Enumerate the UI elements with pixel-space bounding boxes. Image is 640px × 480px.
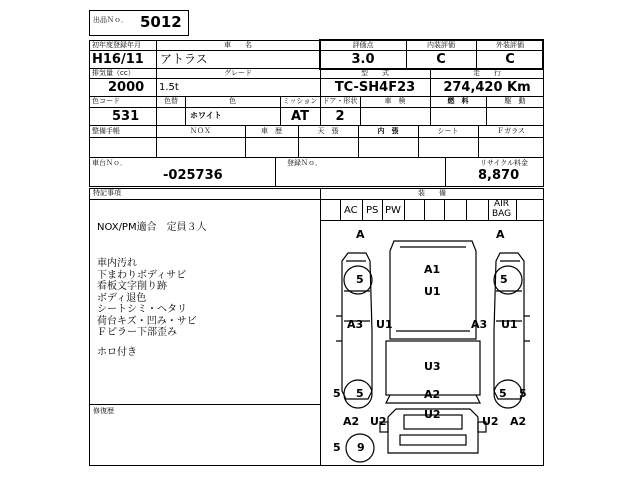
model-value: TC-SH4F23 (334, 80, 416, 95)
lot-number: 5012 (140, 13, 182, 31)
diag-u1-right: U1 (501, 318, 518, 331)
diag-five-rr: 5 (519, 387, 527, 400)
score-value: 3.0 (351, 52, 375, 67)
interior-eval-value: C (436, 52, 446, 67)
name-label: 車 名 (224, 41, 252, 49)
diag-a2-left: A2 (343, 415, 360, 428)
recycle-value: 8,870 (478, 168, 520, 183)
color-change-label: 色替 (164, 97, 178, 105)
diag-nine: 9 (357, 441, 365, 454)
diag-five-lc: 5 (356, 387, 364, 400)
interior-eval-label: 内装評価 (427, 41, 455, 49)
notes-label: 特記事項 (93, 189, 121, 197)
car-name-value: アトラス (160, 52, 208, 66)
diag-a-right: A (496, 228, 505, 241)
transmission-value: AT (291, 109, 309, 124)
color-value: ホワイト (190, 111, 222, 120)
diag-u2-left: U2 (370, 415, 387, 428)
diag-five-left: 5 (356, 273, 364, 286)
note-1: 車内汚れ (97, 258, 137, 269)
diag-a-left: A (356, 228, 365, 241)
nox-label: ＮＯＸ (190, 127, 211, 135)
note-2: 下まわりボディサビ (97, 269, 187, 281)
history-label: 車 歴 (261, 127, 282, 135)
lot-label: 出品Ｎｏ． (93, 16, 128, 24)
diag-five-rc: 5 (499, 387, 507, 400)
chassis-label: 車台Ｎｏ． (92, 159, 127, 167)
displacement-value: 2000 (108, 80, 145, 95)
interior-panel-label: 内 張 (377, 127, 399, 135)
diag-a3-right: A3 (471, 318, 488, 331)
glass-label: Ｆガラス (497, 127, 525, 135)
color-code-label: 色コード (92, 97, 120, 105)
equip-air: AIR (494, 199, 510, 209)
color-label: 色 (229, 97, 236, 105)
diag-five-bottom: 5 (333, 441, 341, 454)
fuel-label: 燃 料 (447, 97, 469, 105)
exterior-eval-label: 外装評価 (496, 41, 524, 49)
grade-value: 1.5t (159, 82, 179, 93)
diag-u2-mid: U2 (424, 408, 441, 421)
recycle-label: リサイクル料金 (480, 159, 529, 167)
diag-a1: A1 (424, 263, 441, 276)
note-4: ボディ退色 (97, 292, 147, 304)
diag-u1-left: U1 (376, 318, 393, 331)
year-label: 初年度登録年月 (92, 41, 141, 49)
chassis-value: -025736 (163, 168, 223, 183)
exterior-eval-value: C (505, 52, 515, 67)
color-code-value: 531 (112, 109, 140, 124)
note-5: シートシミ・ヘタリ (97, 304, 187, 315)
model-label: 型 式 (361, 69, 389, 77)
reg-label: 登録Ｎｏ． (287, 159, 322, 167)
manual-label: 整備手帳 (92, 127, 120, 135)
truck-diagram (320, 221, 544, 466)
equip-pw: PW (385, 205, 401, 216)
year-value: H16/11 (92, 52, 144, 67)
note-7: Ｆピラー下部歪み (97, 327, 177, 338)
equip-ac: AC (344, 205, 358, 216)
doors-value: 2 (335, 109, 345, 124)
inspection-label: 車 検 (384, 97, 406, 105)
grade-label: グレード (224, 69, 252, 77)
mileage-value: 274,420 Km (443, 80, 531, 95)
diag-a3-left: A3 (347, 318, 364, 331)
sunroof-label: 天 張 (317, 127, 339, 135)
repair-label: 修復歴 (93, 407, 114, 415)
drive-label: 駆 動 (504, 97, 526, 105)
note-3: 看板文字削り跡 (97, 281, 167, 292)
notes-top: NOX/PM適合 定員３人 (97, 222, 207, 233)
doors-label: ドア・形状 (322, 97, 358, 105)
diag-a2-mid: A2 (424, 388, 441, 401)
equip-ps: PS (366, 205, 379, 216)
equipment-label: 装 備 (418, 189, 446, 197)
diag-a2-right: A2 (510, 415, 527, 428)
equip-bag: BAG (492, 209, 512, 219)
transmission-label: ミッション (282, 97, 318, 105)
note-6: 荷台キズ・凹み・サビ (97, 315, 197, 327)
diag-five-ll: 5 (333, 387, 341, 400)
score-label: 評価点 (352, 41, 374, 49)
mileage-label: 走 行 (473, 69, 501, 77)
diag-u2-right: U2 (482, 415, 499, 428)
seat-label: シート (437, 127, 459, 135)
displacement-label: 排気量（cc） (92, 69, 135, 77)
diag-u3: U3 (424, 360, 441, 373)
note-8: ホロ付き (97, 347, 137, 358)
diag-u1-top: U1 (424, 285, 441, 298)
diag-five-right: 5 (500, 273, 508, 286)
